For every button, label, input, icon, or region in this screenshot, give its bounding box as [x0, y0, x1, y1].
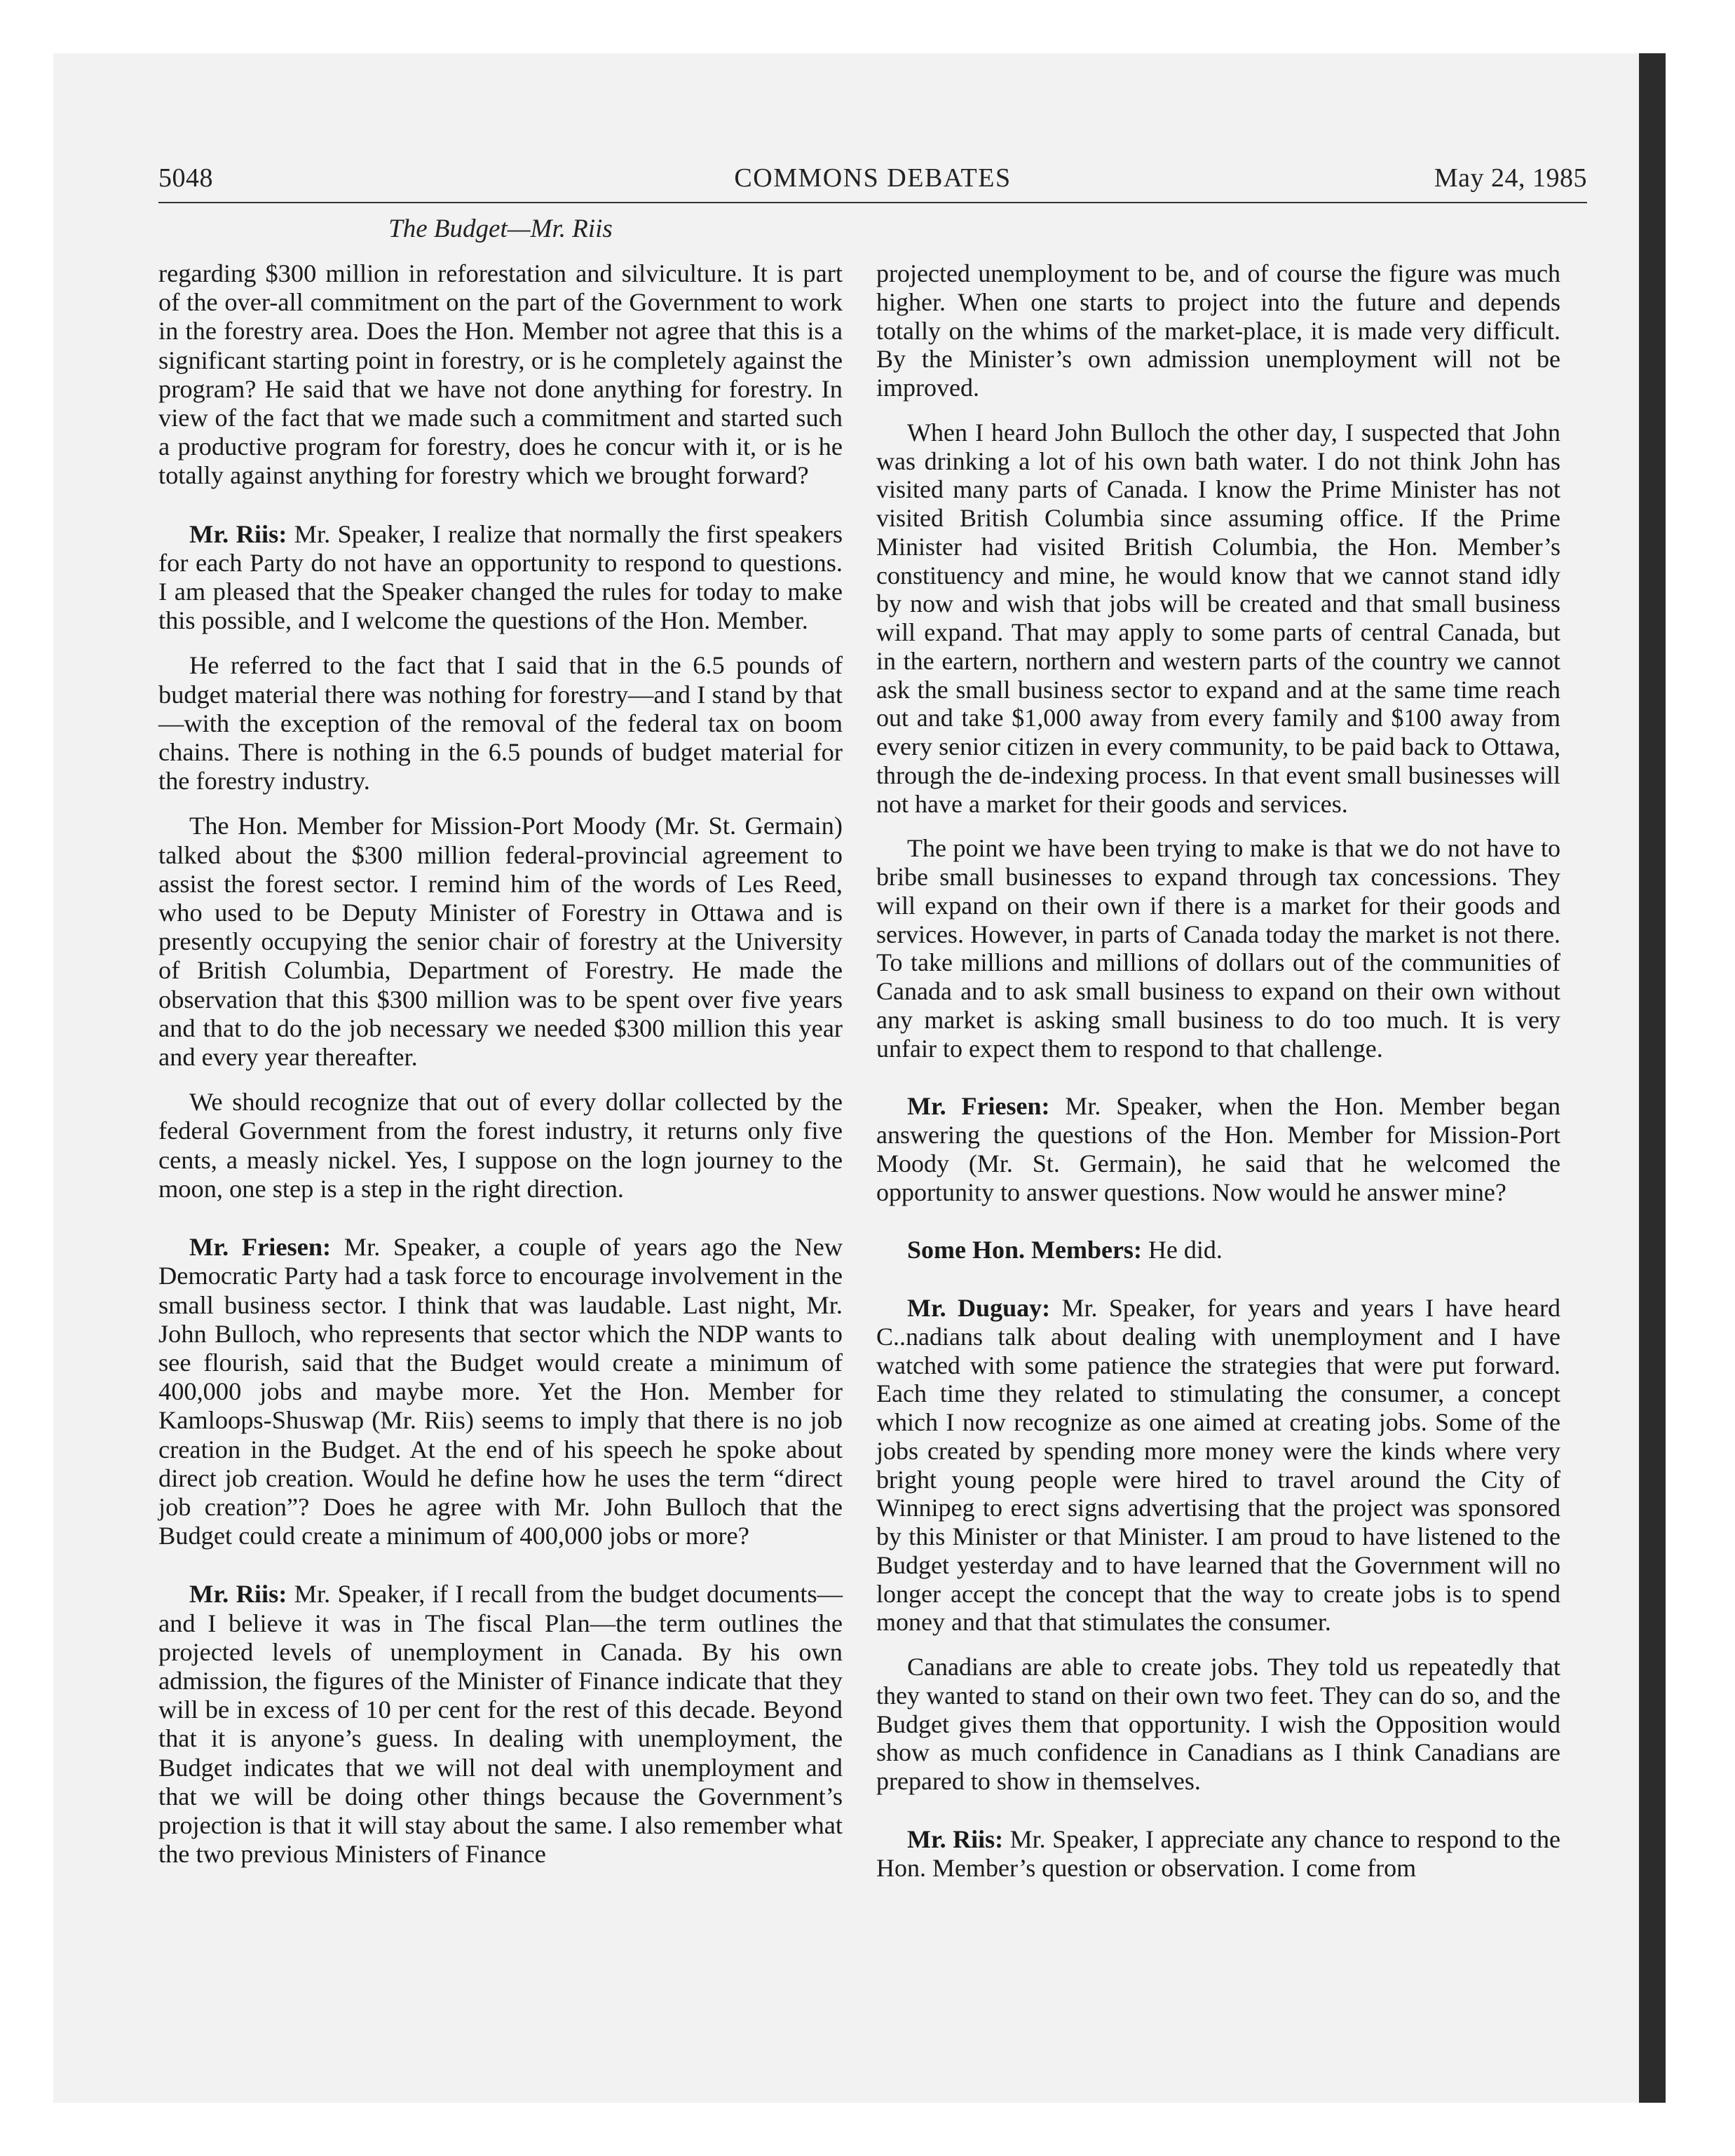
- paragraph-text: He did.: [1141, 1236, 1223, 1264]
- scan-edge-shadow: [1639, 53, 1666, 2103]
- paragraph-text: Mr. Speaker, if I recall from the budget documents—and I believe it was in The fiscal Plan—the term outlines the projected levels of unemployment in Canada. By his own admission, the figures of the Minister of Finance indicate that they will be in excess of 10 per cent for the rest of this decade. Beyond that it is anyone’s guess. In dealing with unemployment, the Budget indicates that we will not deal with unemployment and that we will be doing other things because the Government’s projection is that it will stay about the same. I also remember what the two previous Ministers of Finance: [158, 1580, 843, 1869]
- paragraph: [876, 259, 1560, 402]
- header-rule: [158, 202, 1587, 203]
- page-header: [158, 161, 1587, 203]
- paragraph-text: The point we have been trying to make is that we do not have to bribe small businesses to expand through tax concessions. They will expand on their own if there is a market for their goods and services. However, in parts of Canada today the market is not there. To take millions and millions of dollars out of the communities of Canada and to ask small business to expand on their own without any market is asking small business to do too much. It is very unfair to expect them to respond to that challenge.: [876, 834, 1560, 1063]
- paragraph: [876, 1825, 1560, 1883]
- speaker-name: Mr. Friesen:: [907, 1092, 1050, 1121]
- paragraph: [876, 418, 1560, 819]
- paragraph-text: Mr. Speaker, I realize that normally the first speakers for each Party do not have an opportunity to respond to questions. I am pleased that the Speaker changed the rules for today to make this possible, and I welcome the questions of the Hon. Member.: [158, 519, 843, 635]
- paragraph-text: When I heard John Bulloch the other day, I suspected that John was drinking a lot of his own bath water. I do not think John has visited many parts of Canada. I know the Prime Minister has not visited British Columbia since assuming office. If the Prime Minister had visited British Columbia, the Hon. Member’s constituency and mine, he would know that we cannot stand idly by now and wish that jobs will be created and that small business will expand. That may apply to some parts of central Canada, but in the eartern, northern and western parts of the country we cannot ask the small business sector to expand and at the same time reach out and take $1,000 away from every family and $100 away from every senior citizen in every community, to be paid back to Ottawa, through the de-indexing process. In that event small businesses will not have a market for their goods and services.: [876, 418, 1560, 818]
- right-column: [876, 259, 1560, 1898]
- paragraph: [876, 1092, 1560, 1206]
- speaker-name: Mr. Duguay:: [907, 1294, 1051, 1322]
- left-column: [158, 259, 843, 1885]
- paragraph: [158, 651, 843, 796]
- paragraph-text: projected unemployment to be, and of course the figure was much higher. When one starts to project into the future and depends totally on the whims of the market-place, it is made very difficult. By the Minister’s own admission unemployment will not be improved.: [876, 259, 1560, 402]
- paragraph-text: We should recognize that out of every dollar collected by the federal Government from the forest industry, it returns only five cents, a measly nickel. Yes, I suppose on the logn journey to the moon, one step is a step in the right direction.: [158, 1088, 843, 1203]
- paragraph: [158, 812, 843, 1072]
- paragraph: [876, 1294, 1560, 1637]
- speaker-name: Mr. Riis:: [189, 519, 287, 548]
- paragraph-text: He referred to the fact that I said that in the 6.5 pounds of budget material there was nothing for forestry—and I stand by that—with the exception of the removal of the federal tax on boom chains. There is nothing in the 6.5 pounds of budget material for the forestry industry.: [158, 651, 843, 796]
- speaker-name: Some Hon. Members:: [907, 1236, 1142, 1264]
- speaker-name: Mr. Riis:: [189, 1580, 287, 1609]
- speaker-name: Mr. Riis:: [907, 1824, 1004, 1853]
- paragraph-text: Canadians are able to create jobs. They told us repeatedly that they wanted to stand on their own two feet. They can do so, and the Budget gives them that opportunity. I wish the Opposition would show as much confidence in Canadians as I think Canadians are prepared to show in themselves.: [876, 1653, 1560, 1795]
- paragraph: [158, 1088, 843, 1203]
- page-number: 5048: [158, 163, 213, 193]
- running-head: The Budget—Mr. Riis: [388, 214, 613, 243]
- paragraph-text: Mr. Speaker, I appreciate any chance to respond to the Hon. Member’s question or observation. I come from: [876, 1824, 1560, 1882]
- paragraph: [876, 1653, 1560, 1796]
- paragraph: [158, 1233, 843, 1550]
- paragraph-text: regarding $300 million in reforestation and silviculture. It is part of the over-all commitment on the part of the Government to work in the forestry area. Does the Hon. Member not agree that this is a significant starting point in forestry, or is he completely against the program? He said that we have not done anything for forestry. In view of the fact that we made such a commitment and started such a productive program for forestry, does he concur with it, or is he totally against anything for forestry which we brought forward?: [158, 259, 843, 490]
- publication-date: May 24, 1985: [1434, 163, 1587, 193]
- paragraph: [158, 259, 843, 491]
- paragraph-text: Mr. Speaker, when the Hon. Member began answering the questions of the Hon. Member for Mission-Port Moody (Mr. St. Germain), he said that he welcomed the opportunity to answer questions. Now would he answer mine?: [876, 1092, 1560, 1206]
- speaker-name: Mr. Friesen:: [189, 1233, 332, 1262]
- paragraph: [876, 834, 1560, 1063]
- paragraph-text: Mr. Speaker, for years and years I have heard C..nadians talk about dealing with unemployment and I have watched with some patience the strategies that were put forward. Each time they related to stimulating the consumer, a concept which I now recognize as one aimed at creating jobs. Some of the jobs created by spending more money were the kinds where very bright young people were hired to travel around the City of Winnipeg to erect signs advertising that the project was sponsored by this Minister or that Minister. I am proud to have listened to the Budget yesterday and to have learned that the Government will no longer accept the concept that the way to create jobs is to spend money and that that stimulates the consumer.: [876, 1294, 1560, 1637]
- paragraph: [158, 1580, 843, 1869]
- paragraph-text: Mr. Speaker, a couple of years ago the New Democratic Party had a task force to encourage involvement in the small business sector. I think that was laudable. Last night, Mr. John Bulloch, who represents that sector which the NDP wants to see flourish, said that the Budget would create a minimum of 400,000 jobs and maybe more. Yet the Hon. Member for Kamloops-Shuswap (Mr. Riis) seems to imply that there is no job creation in the Budget. At the end of his speech he spoke about direct job creation. Would he define how he uses the term “direct job creation”? Does he agree with Mr. John Bulloch that the Budget could create a minimum of 400,000 jobs or more?: [158, 1233, 843, 1550]
- publication-title: COMMONS DEBATES: [734, 163, 1012, 193]
- paragraph: [158, 520, 843, 636]
- paragraph-text: The Hon. Member for Mission-Port Moody (Mr. St. Germain) talked about the $300 million federal-provincial agreement to assist the forest sector. I remind him of the words of Les Reed, who used to be Deputy Minister of Forestry in Ottawa and is presently occupying the senior chair of forestry at the University of British Columbia, Department of Forestry. He made the observation that this $300 million was to be spent over five years and that to do the job necessary we needed $300 million this year and every year thereafter.: [158, 812, 843, 1072]
- paragraph: [876, 1236, 1560, 1264]
